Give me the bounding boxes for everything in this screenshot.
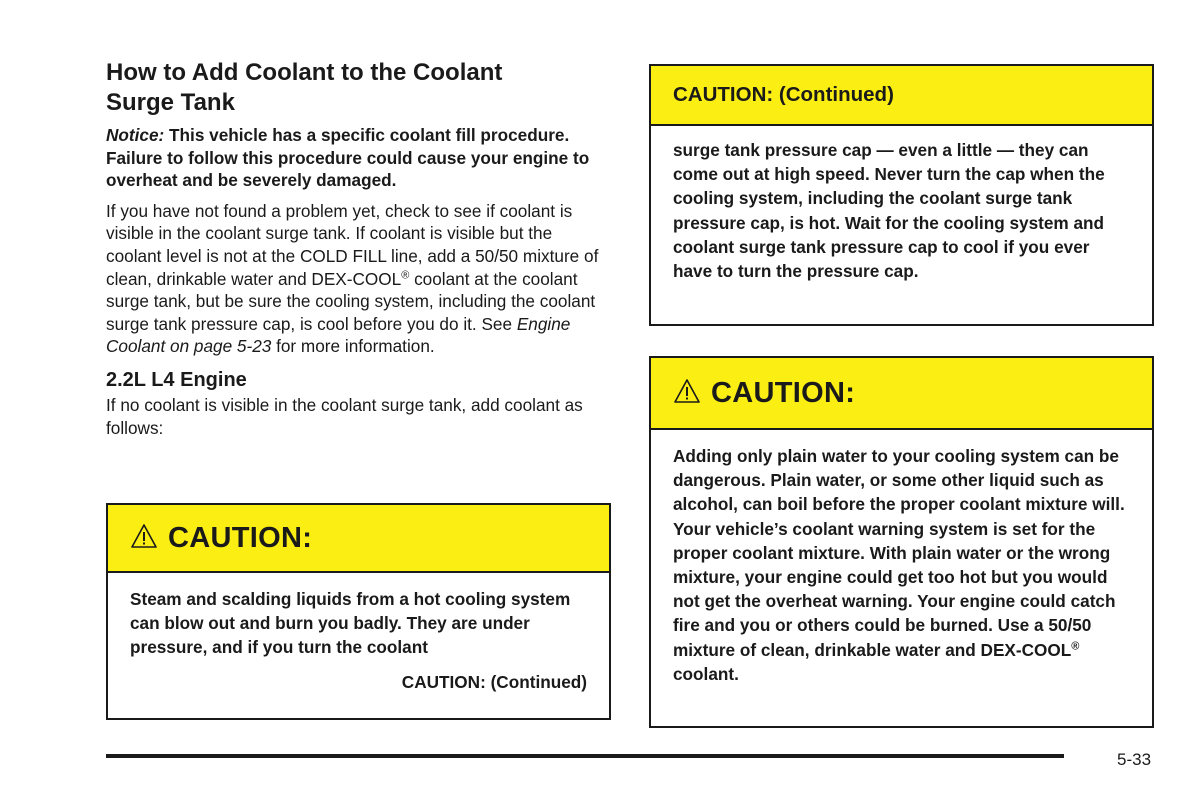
engine-paragraph: If no coolant is visible in the coolant surge tank, add coolant as follows: xyxy=(106,394,583,438)
registered-mark: ® xyxy=(401,268,410,281)
caution-box-steam xyxy=(106,503,611,720)
registered-mark: ® xyxy=(1071,639,1080,652)
left-column xyxy=(106,58,606,439)
section-heading-line2: Surge Tank xyxy=(106,89,235,116)
caution-text: surge tank pressure cap — even a little — they can come out at high speed. Never turn the cap when the cooling system, including the coolant surge tank pressure cap, is hot. Wait for the cooling system and coolant surge tank pressure cap to cool if you ever have to turn the pressure cap. xyxy=(673,140,1105,282)
caution-header xyxy=(651,66,1152,126)
instruction-paragraph xyxy=(106,200,606,358)
caution-body xyxy=(651,430,1152,696)
section-heading xyxy=(106,58,606,118)
caution-continued-label: CAUTION: (Continued) xyxy=(401,671,587,692)
caution-title: CAUTION: xyxy=(711,376,856,409)
section-heading-line1: How to Add Coolant to the Coolant xyxy=(106,59,503,86)
notice-paragraph xyxy=(106,124,606,192)
caution-title: CAUTION: (Continued) xyxy=(673,83,894,106)
caution-title: CAUTION: xyxy=(168,521,313,554)
engine-subheading: 2.2L L4 Engine xyxy=(106,368,247,391)
page-number: 5-33 xyxy=(1117,750,1152,769)
caution-body xyxy=(651,126,1152,293)
instruction-text-2: coolant at the coolant surge tank, but be sure the cooling system, including the coolant surge tank pressure cap, is cool before you do it. See xyxy=(106,268,596,334)
caution-text-2: coolant. xyxy=(673,663,739,684)
notice-label: Notice: xyxy=(106,125,165,145)
caution-box-plain-water xyxy=(649,356,1154,728)
warning-triangle-icon xyxy=(130,523,158,549)
footer-rule xyxy=(106,754,1064,758)
caution-header xyxy=(651,358,1152,430)
caution-body xyxy=(108,573,609,704)
engine-coolant-reference-link[interactable]: Engine Coolant on page 5-23 xyxy=(106,313,571,357)
instruction-text-3: for more information. xyxy=(271,336,435,357)
notice-text: This vehicle has a specific coolant fill procedure. Failure to follow this procedure could cause your engine to overheat and be severely damaged. xyxy=(106,125,590,191)
caution-text-1: Adding only plain water to your cooling system can be dangerous. Plain water, or some other liquid such as alcohol, can boil before the proper coolant mixture will. Your vehicle’s coolant warning system is set for the proper coolant mixture. With plain water or the wrong mixture, your engine could get too hot but you would not get the overheat warning. Your engine could catch fire and you or others could be burned. Use a 50/50 mixture of clean, drinkable water and DEX-COOL xyxy=(673,446,1125,660)
caution-box-continued xyxy=(649,64,1154,326)
instruction-text-1: If you have not found a problem yet, check to see if coolant is visible in the coolant surge tank. If coolant is visible but the coolant level is not at the COLD FILL line, add a 50/50 mixture of clean, drinkable water and DEX-COOL xyxy=(106,200,599,289)
caution-header xyxy=(108,505,609,573)
caution-text: Steam and scalding liquids from a hot cooling system can blow out and burn you badly. They are under pressure, and if you turn the coolant xyxy=(130,589,571,658)
warning-triangle-icon xyxy=(673,378,701,404)
